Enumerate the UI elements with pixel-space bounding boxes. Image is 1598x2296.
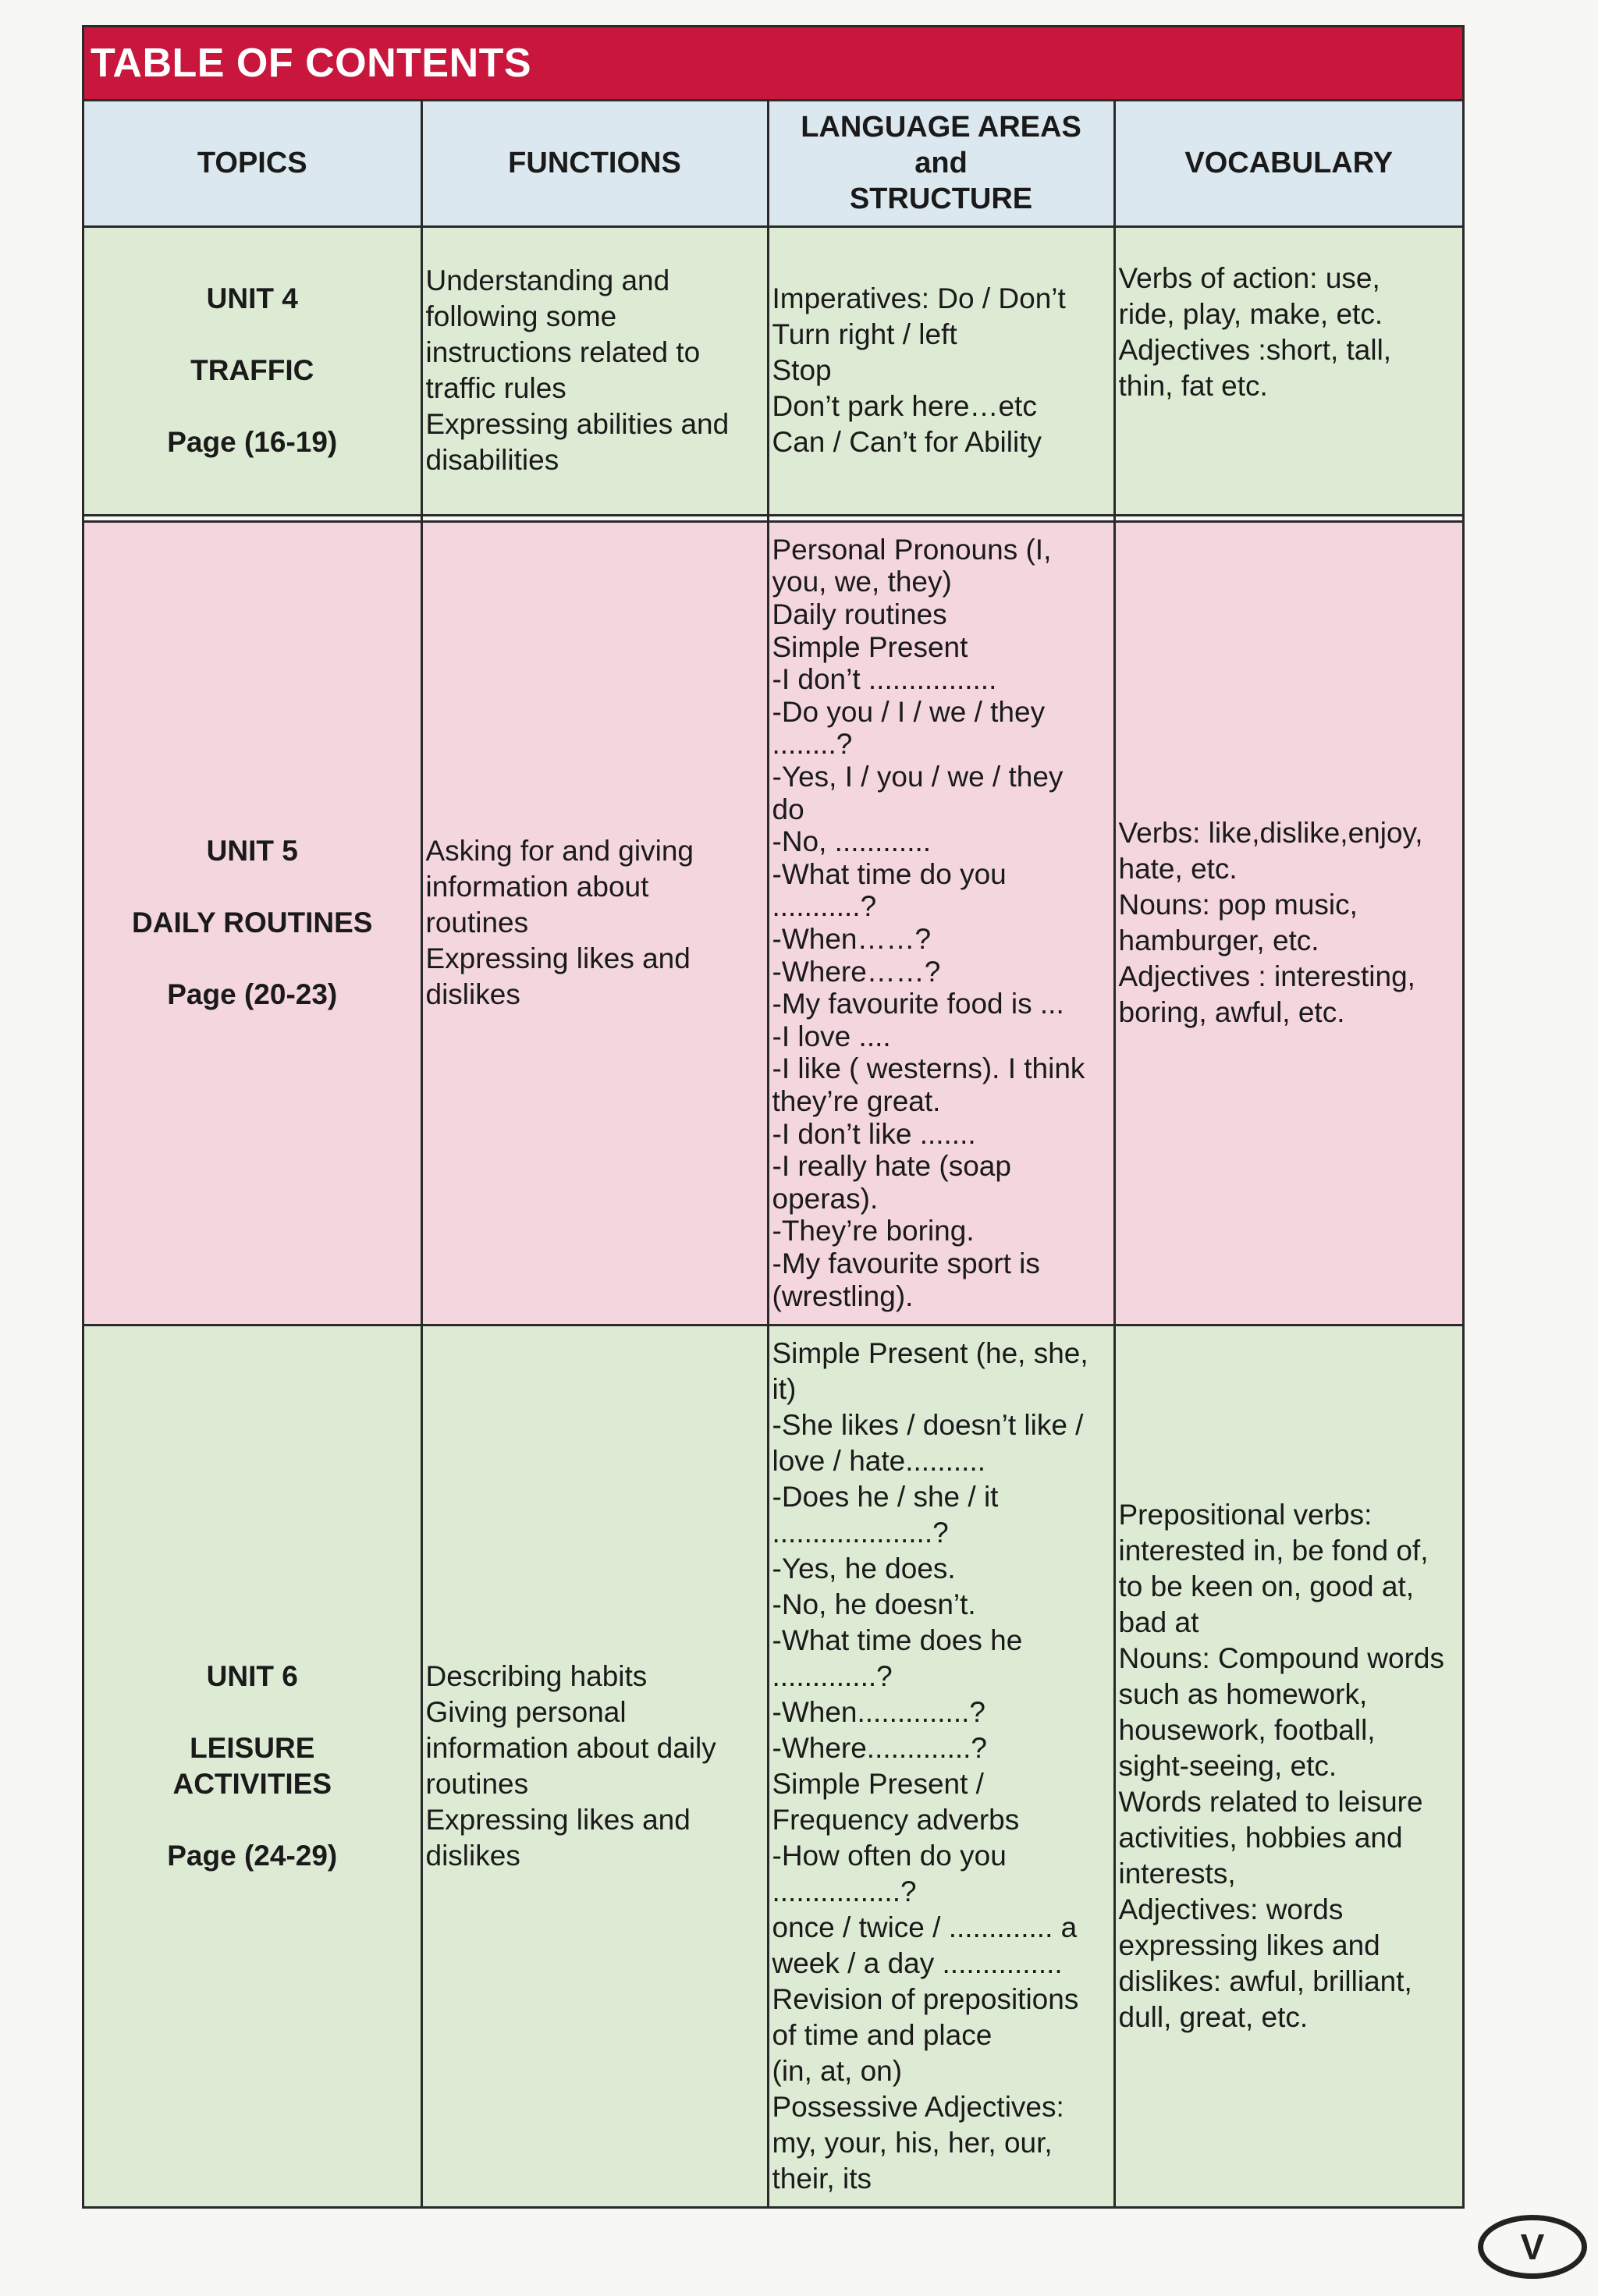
cell-line: -How often do you [772,1839,1007,1872]
cell-line: -When……? [772,923,932,955]
cell-line: -No, he doesn’t. [772,1588,976,1620]
cell-line: Revision of prepositions [772,1982,1079,2015]
cell-line: of time and place [772,2018,993,2051]
cell-line: -I love .... [772,1020,891,1052]
cell-line: -I don’t ................ [772,663,997,696]
cell-line: interests, [1118,1857,1236,1890]
cell-line: Can / Can’t for Ability [772,426,1042,458]
unit-name: LEISURE ACTIVITIES [172,1731,332,1800]
cell-line: -Where……? [772,955,941,988]
cell-line: -My favourite sport is [772,1247,1040,1279]
cell-line: Asking for and giving [425,835,694,867]
unit-page: Page (16-19) [167,426,338,458]
header-functions: FUNCTIONS [421,101,768,226]
cell-line: -My favourite food is ... [772,988,1064,1020]
table-row-unit-6 [84,1325,1462,2206]
cell-line: ....................? [772,1516,949,1549]
cell-line: (wrestling). [772,1279,914,1312]
cell-line: -I like ( westerns). I think [772,1052,1085,1085]
cell-line: expressing likes and [1118,1929,1380,1961]
structure-cell [768,521,1114,1325]
cell-line: their, its [772,2162,872,2195]
cell-line: Nouns: pop music, [1118,889,1358,921]
functions-cell [421,226,768,515]
cell-line: Adjectives: words [1118,1893,1344,1925]
cell-line: Simple Present [772,630,968,663]
cell-line: they’re great. [772,1084,941,1117]
cell-line: Imperatives: Do / Don’t [772,282,1066,314]
cell-line: Don’t park here…etc [772,390,1037,422]
cell-line: to be keen on, good at, [1118,1570,1415,1602]
cell-line: dislikes [425,1839,520,1872]
contents-table [84,101,1462,2206]
table-row-unit-5 [84,521,1462,1325]
toc-title: TABLE OF CONTENTS [84,27,1462,101]
cell-line: Prepositional verbs: [1118,1498,1373,1531]
cell-line: sight-seeing, etc. [1118,1749,1337,1782]
cell-line: Turn right / left [772,318,957,350]
cell-line: Personal Pronouns (I, [772,533,1052,566]
cell-line: -No, ............ [772,825,932,858]
row-divider [84,515,1462,521]
table-row-unit-4 [84,226,1462,515]
header-row [84,101,1462,226]
cell-line: Stop [772,354,832,386]
cell-line: -When..............? [772,1695,985,1728]
cell-line: -She likes / doesn’t like / [772,1408,1084,1441]
cell-line: Simple Present / [772,1767,984,1800]
page-number-badge: V [1478,2215,1587,2279]
header-topics: TOPICS [84,101,421,226]
cell-line: Possessive Adjectives: [772,2090,1064,2123]
cell-line: information about [425,871,649,903]
cell-line: activities, hobbies and [1118,1821,1403,1854]
cell-line: such as homework, [1118,1677,1368,1710]
functions-cell [421,1325,768,2206]
vocabulary-cell [1114,1325,1462,2206]
cell-line: dull, great, etc. [1118,2000,1309,2033]
cell-line: -I really hate (soap [772,1150,1011,1183]
cell-line: -What time does he [772,1624,1023,1656]
cell-line: once / twice / ............. a [772,1911,1078,1943]
cell-line: Nouns: Compound words [1118,1641,1444,1674]
cell-line: interested in, be fond of, [1118,1534,1429,1567]
cell-line: Expressing abilities and [425,408,730,440]
cell-line: -Where.............? [772,1731,988,1764]
header-vocabulary: VOCABULARY [1114,101,1462,226]
cell-line: hamburger, etc. [1118,924,1319,956]
cell-line: ride, play, make, etc. [1118,297,1383,330]
cell-line: boring, awful, etc. [1118,996,1345,1028]
cell-line: Describing habits [425,1659,648,1692]
table-of-contents [82,25,1465,2209]
cell-line: Understanding and [425,264,670,296]
cell-line: week / a day ............... [772,1946,1063,1979]
cell-line: you, we, they) [772,566,952,598]
cell-line: Daily routines [772,598,947,631]
cell-line: Adjectives :short, tall, [1118,333,1392,366]
cell-line: Adjectives : interesting, [1118,960,1415,992]
cell-line: ...........? [772,890,877,923]
cell-line: Words related to leisure [1118,1785,1423,1818]
topic-cell [84,521,421,1325]
cell-line: following some [425,300,617,332]
cell-line: -Yes, he does. [772,1552,956,1584]
cell-line: operas). [772,1182,879,1215]
cell-line: routines [425,907,529,939]
functions-cell [421,521,768,1325]
cell-line: information about daily [425,1731,716,1764]
cell-line: bad at [1118,1606,1199,1638]
cell-line: Expressing likes and [425,942,691,974]
cell-line: my, your, his, her, our, [772,2126,1053,2159]
cell-line: thin, fat etc. [1118,369,1268,402]
header-structure: LANGUAGE AREAS and STRUCTURE [768,101,1114,226]
topic-cell [84,226,421,515]
cell-line: dislikes: awful, brilliant, [1118,1964,1412,1997]
unit-label: UNIT 5 [206,835,298,867]
unit-name: DAILY ROUTINES [132,907,373,939]
cell-line: hate, etc. [1118,853,1238,885]
cell-line: ........? [772,728,853,761]
cell-line: Frequency adverbs [772,1803,1020,1836]
vocabulary-cell [1114,226,1462,515]
cell-line: (in, at, on) [772,2054,903,2087]
cell-line: Giving personal [425,1695,627,1728]
cell-line: -They’re boring. [772,1215,975,1247]
cell-line: .............? [772,1659,893,1692]
cell-line: -What time do you [772,857,1007,890]
cell-line: housework, football, [1118,1713,1376,1746]
structure-cell [768,1325,1114,2206]
cell-line: dislikes [425,978,520,1010]
cell-line: Simple Present (he, she, [772,1336,1088,1369]
topic-cell [84,1325,421,2206]
unit-page: Page (24-29) [167,1839,338,1872]
cell-line: traffic rules [425,372,566,404]
cell-line: disabilities [425,444,559,476]
cell-line: -Does he / she / it [772,1480,999,1513]
cell-line: it) [772,1372,797,1405]
cell-line: -I don’t like ....... [772,1117,976,1150]
cell-line: -Yes, I / you / we / they [772,761,1064,793]
cell-line: routines [425,1767,529,1800]
cell-line: do [772,793,804,825]
cell-line: ................? [772,1875,917,1907]
unit-page: Page (20-23) [167,978,338,1010]
unit-name: TRAFFIC [190,354,314,386]
cell-line: Verbs of action: use, [1118,261,1380,294]
cell-line: instructions related to [425,336,701,368]
cell-line: love / hate.......... [772,1444,986,1477]
cell-line: Verbs: like,dislike,enjoy, [1118,817,1423,849]
cell-line: Expressing likes and [425,1803,691,1836]
unit-label: UNIT 4 [206,282,298,314]
vocabulary-cell [1114,521,1462,1325]
structure-cell [768,226,1114,515]
cell-line: -Do you / I / we / they [772,695,1046,728]
unit-label: UNIT 6 [206,1659,298,1692]
